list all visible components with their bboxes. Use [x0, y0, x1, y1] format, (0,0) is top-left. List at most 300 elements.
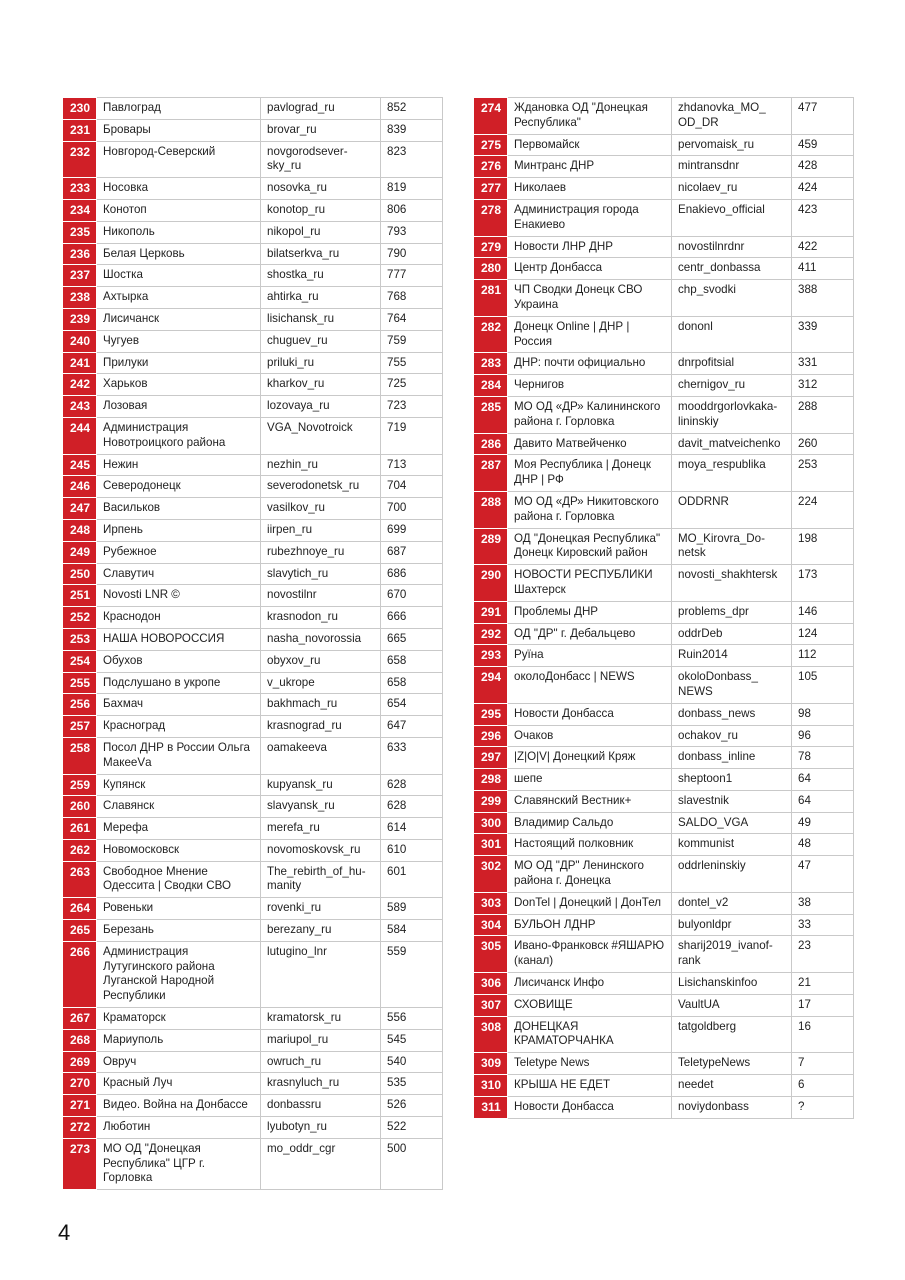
table-row	[64, 308, 443, 330]
table-row	[64, 396, 443, 418]
row-number: 270	[64, 1073, 97, 1095]
channel-handle: tatgoldberg	[672, 1016, 792, 1053]
row-number: 291	[475, 601, 508, 623]
channel-count: 628	[381, 796, 443, 818]
channel-name: КРЫША НЕ ЕДЕТ	[508, 1075, 672, 1097]
row-number: 289	[475, 528, 508, 565]
table-row	[475, 199, 854, 236]
channel-handle: The_rebirth_of_hu- manity	[261, 861, 381, 898]
table-row	[64, 861, 443, 898]
channel-handle: novostilnr	[261, 585, 381, 607]
channel-count: 665	[381, 628, 443, 650]
table-row	[64, 839, 443, 861]
channel-handle: owruch_ru	[261, 1051, 381, 1073]
channel-name: Рубежное	[97, 541, 261, 563]
channel-handle: kommunist	[672, 834, 792, 856]
channel-name: Руïна	[508, 645, 672, 667]
channel-count: 654	[381, 694, 443, 716]
channel-count: 704	[381, 476, 443, 498]
table-row	[64, 265, 443, 287]
table-row	[64, 694, 443, 716]
channel-handle: brovar_ru	[261, 119, 381, 141]
row-number: 243	[64, 396, 97, 418]
row-number: 278	[475, 199, 508, 236]
channel-count: 806	[381, 199, 443, 221]
row-number: 249	[64, 541, 97, 563]
channel-name: Администрация Новотроицкого района	[97, 417, 261, 454]
table-row	[64, 498, 443, 520]
table-row	[64, 920, 443, 942]
channel-count: 725	[381, 374, 443, 396]
channel-handle: nasha_novorossia	[261, 628, 381, 650]
channel-handle: bulyonldpr	[672, 914, 792, 936]
channel-count: 253	[792, 455, 854, 492]
channel-name: Люботин	[97, 1117, 261, 1139]
channel-handle: moya_respublika	[672, 455, 792, 492]
channel-handle: krasnodon_ru	[261, 607, 381, 629]
table-row	[64, 1073, 443, 1095]
channel-name: Novosti LNR ©	[97, 585, 261, 607]
channel-handle: slavestnik	[672, 790, 792, 812]
channel-handle: rubezhnoye_ru	[261, 541, 381, 563]
row-number: 261	[64, 818, 97, 840]
channel-count: 687	[381, 541, 443, 563]
channel-handle: lutugino_lnr	[261, 941, 381, 1007]
table-row	[64, 178, 443, 200]
channel-count: 21	[792, 973, 854, 995]
channel-count: 38	[792, 892, 854, 914]
channel-handle: novosti_shakhtersk	[672, 565, 792, 602]
channel-count: 312	[792, 375, 854, 397]
channel-name: Обухов	[97, 650, 261, 672]
channel-count: 47	[792, 856, 854, 893]
channel-handle: zhdanovka_MO_ OD_DR	[672, 98, 792, 135]
channel-name: НАША НОВОРОССИЯ	[97, 628, 261, 650]
channel-count: 64	[792, 790, 854, 812]
table-row	[64, 1138, 443, 1189]
channel-name: МО ОД «ДР» Никитовского района г. Горловка	[508, 491, 672, 528]
channel-name: Никополь	[97, 221, 261, 243]
channel-handle: ahtirka_ru	[261, 287, 381, 309]
row-number: 253	[64, 628, 97, 650]
row-number: 302	[475, 856, 508, 893]
channel-count: 500	[381, 1138, 443, 1189]
channel-name: околоДонбасс | NEWS	[508, 667, 672, 704]
channel-handle: oddrleninskiy	[672, 856, 792, 893]
channel-handle: noviydonbass	[672, 1096, 792, 1118]
channel-name: Ивано-Франковск #ЯШАРЮ (канал)	[508, 936, 672, 973]
channel-count: 589	[381, 898, 443, 920]
channel-count: 839	[381, 119, 443, 141]
table-row	[475, 316, 854, 353]
table-row	[64, 98, 443, 120]
channel-handle: vasilkov_ru	[261, 498, 381, 520]
channel-name: Белая Церковь	[97, 243, 261, 265]
channel-count: 33	[792, 914, 854, 936]
channel-handle: oamakeeva	[261, 737, 381, 774]
channel-handle: krasnyluch_ru	[261, 1073, 381, 1095]
row-number: 279	[475, 236, 508, 258]
channel-name: Лисичанск	[97, 308, 261, 330]
channel-count: 411	[792, 258, 854, 280]
row-number: 310	[475, 1075, 508, 1097]
table-row	[475, 790, 854, 812]
row-number: 267	[64, 1008, 97, 1030]
row-number: 237	[64, 265, 97, 287]
row-number: 276	[475, 156, 508, 178]
channel-name: Новгород-Северский	[97, 141, 261, 178]
channel-count: 16	[792, 1016, 854, 1053]
row-number: 252	[64, 607, 97, 629]
channel-name: |Z|O|V| Донецкий Кряж	[508, 747, 672, 769]
channel-table-right	[474, 97, 854, 1119]
channel-count: 224	[792, 491, 854, 528]
table-row	[475, 892, 854, 914]
channel-count: 658	[381, 672, 443, 694]
channel-count: 260	[792, 433, 854, 455]
channel-count: 339	[792, 316, 854, 353]
channel-name: НОВОСТИ РЕСПУБЛИКИ Шахтерск	[508, 565, 672, 602]
table-row	[475, 280, 854, 317]
table-row	[64, 287, 443, 309]
row-number: 300	[475, 812, 508, 834]
row-number: 307	[475, 994, 508, 1016]
table-row	[475, 601, 854, 623]
channel-count: 105	[792, 667, 854, 704]
table-row	[475, 528, 854, 565]
channel-name: Подслушано в укропе	[97, 672, 261, 694]
channel-name: Мерефа	[97, 818, 261, 840]
row-number: 284	[475, 375, 508, 397]
channel-count: 124	[792, 623, 854, 645]
channel-name: DonTel | Донецкий | ДонТел	[508, 892, 672, 914]
channel-name: СХОВИЩЕ	[508, 994, 672, 1016]
row-number: 299	[475, 790, 508, 812]
channel-name: Ирпень	[97, 519, 261, 541]
channel-count: ?	[792, 1096, 854, 1118]
channel-table-right-body	[475, 98, 854, 1119]
channel-count: 540	[381, 1051, 443, 1073]
channel-handle: VGA_Novotroick	[261, 417, 381, 454]
table-row	[64, 476, 443, 498]
row-number: 274	[475, 98, 508, 135]
table-row	[475, 769, 854, 791]
channel-handle: centr_donbassa	[672, 258, 792, 280]
channel-handle: MO_Kirovra_Do- netsk	[672, 528, 792, 565]
table-row	[64, 330, 443, 352]
channel-count: 610	[381, 839, 443, 861]
channel-handle: dontel_v2	[672, 892, 792, 914]
channel-name: Славянский Вестник+	[508, 790, 672, 812]
channel-name: Шостка	[97, 265, 261, 287]
channel-name: Мариуполь	[97, 1029, 261, 1051]
row-number: 238	[64, 287, 97, 309]
channel-name: Администрация Лутугинского района Луганской Народной Республики	[97, 941, 261, 1007]
row-number: 275	[475, 134, 508, 156]
channel-count: 522	[381, 1117, 443, 1139]
table-row	[475, 725, 854, 747]
channel-name: Славянск	[97, 796, 261, 818]
channel-handle: lisichansk_ru	[261, 308, 381, 330]
channel-name: ДНР: почти официально	[508, 353, 672, 375]
channel-handle: novomoskovsk_ru	[261, 839, 381, 861]
row-number: 256	[64, 694, 97, 716]
table-row	[64, 1029, 443, 1051]
row-number: 236	[64, 243, 97, 265]
channel-handle: okoloDonbass_ NEWS	[672, 667, 792, 704]
channel-name: Северодонецк	[97, 476, 261, 498]
channel-name: Чернигов	[508, 375, 672, 397]
channel-handle: chernigov_ru	[672, 375, 792, 397]
row-number: 235	[64, 221, 97, 243]
row-number: 231	[64, 119, 97, 141]
channel-count: 477	[792, 98, 854, 135]
channel-handle: oddrDeb	[672, 623, 792, 645]
table-row	[475, 134, 854, 156]
table-row	[64, 563, 443, 585]
channel-name: Чугуев	[97, 330, 261, 352]
channel-name: ОД "Донецкая Республика" Донецк Кировский район	[508, 528, 672, 565]
channel-handle: SALDO_VGA	[672, 812, 792, 834]
channel-count: 423	[792, 199, 854, 236]
channel-name: Новости ЛНР ДНР	[508, 236, 672, 258]
table-row	[64, 818, 443, 840]
channel-count: 17	[792, 994, 854, 1016]
row-number: 242	[64, 374, 97, 396]
channel-count: 388	[792, 280, 854, 317]
row-number: 294	[475, 667, 508, 704]
table-row	[64, 221, 443, 243]
channel-handle: pervomaisk_ru	[672, 134, 792, 156]
channel-count: 584	[381, 920, 443, 942]
channel-count: 768	[381, 287, 443, 309]
channel-handle: shostka_ru	[261, 265, 381, 287]
row-number: 257	[64, 716, 97, 738]
channel-name: МО ОД "ДР" Ленинского района г. Донецка	[508, 856, 672, 893]
channel-name: Березань	[97, 920, 261, 942]
channel-name: ОД "ДР" г. Дебальцево	[508, 623, 672, 645]
table-row	[475, 914, 854, 936]
table-row	[475, 565, 854, 602]
channel-handle: berezany_ru	[261, 920, 381, 942]
channel-count: 823	[381, 141, 443, 178]
row-number: 282	[475, 316, 508, 353]
channel-handle: sharij2019_ivanof- rank	[672, 936, 792, 973]
channel-name: Администрация города Енакиево	[508, 199, 672, 236]
channel-name: Проблемы ДНР	[508, 601, 672, 623]
table-row	[475, 812, 854, 834]
row-number: 250	[64, 563, 97, 585]
row-number: 287	[475, 455, 508, 492]
channel-handle: slavyansk_ru	[261, 796, 381, 818]
channel-count: 64	[792, 769, 854, 791]
channel-name: Центр Донбасса	[508, 258, 672, 280]
row-number: 268	[64, 1029, 97, 1051]
channel-handle: obyxov_ru	[261, 650, 381, 672]
channel-handle: severodonetsk_ru	[261, 476, 381, 498]
channel-name: Лозовая	[97, 396, 261, 418]
channel-count: 459	[792, 134, 854, 156]
channel-handle: mo_oddr_cgr	[261, 1138, 381, 1189]
row-number: 241	[64, 352, 97, 374]
channel-count: 723	[381, 396, 443, 418]
channel-handle: chp_svodki	[672, 280, 792, 317]
channel-name: Новости Донбасса	[508, 1096, 672, 1118]
table-row	[475, 1075, 854, 1097]
channel-name: Владимир Сальдо	[508, 812, 672, 834]
channel-name: Посол ДНР в России Ольга МакееVа	[97, 737, 261, 774]
table-row	[475, 178, 854, 200]
row-number: 232	[64, 141, 97, 178]
channel-handle: novostilnrdnr	[672, 236, 792, 258]
table-row	[64, 417, 443, 454]
channel-count: 98	[792, 703, 854, 725]
channel-handle: priluki_ru	[261, 352, 381, 374]
channel-count: 424	[792, 178, 854, 200]
channel-name: МО ОД "Донецкая Республика" ЦГР г. Горловка	[97, 1138, 261, 1189]
channel-handle: novgorodsever- sky_ru	[261, 141, 381, 178]
channel-handle: rovenki_ru	[261, 898, 381, 920]
channel-count: 173	[792, 565, 854, 602]
channel-handle: TeletypeNews	[672, 1053, 792, 1075]
channel-name: БУЛЬОН ЛДНР	[508, 914, 672, 936]
channel-handle: iirpen_ru	[261, 519, 381, 541]
table-row	[64, 1095, 443, 1117]
channel-table-left-body	[64, 98, 443, 1190]
table-row	[64, 374, 443, 396]
row-number: 248	[64, 519, 97, 541]
channel-name: Красноград	[97, 716, 261, 738]
row-number: 288	[475, 491, 508, 528]
table-row	[64, 774, 443, 796]
channel-handle: bilatserkva_ru	[261, 243, 381, 265]
row-number: 285	[475, 396, 508, 433]
table-row	[64, 716, 443, 738]
row-number: 246	[64, 476, 97, 498]
table-row	[475, 856, 854, 893]
channel-handle: donbass_news	[672, 703, 792, 725]
row-number: 301	[475, 834, 508, 856]
channel-handle: konotop_ru	[261, 199, 381, 221]
row-number: 251	[64, 585, 97, 607]
channel-count: 666	[381, 607, 443, 629]
table-row	[475, 236, 854, 258]
channel-count: 288	[792, 396, 854, 433]
table-row	[475, 98, 854, 135]
row-number: 309	[475, 1053, 508, 1075]
table-row	[475, 1016, 854, 1053]
channel-name: Красный Луч	[97, 1073, 261, 1095]
row-number: 260	[64, 796, 97, 818]
channel-handle: Ruin2014	[672, 645, 792, 667]
row-number: 286	[475, 433, 508, 455]
table-row	[475, 156, 854, 178]
table-row	[475, 455, 854, 492]
channel-handle: dnrpofitsial	[672, 353, 792, 375]
channel-name: Прилуки	[97, 352, 261, 374]
row-number: 230	[64, 98, 97, 120]
channel-count: 764	[381, 308, 443, 330]
table-row	[475, 645, 854, 667]
channel-handle: davit_matveichenko	[672, 433, 792, 455]
channel-count: 96	[792, 725, 854, 747]
channel-name: Ровеньки	[97, 898, 261, 920]
channel-name: Купянск	[97, 774, 261, 796]
row-number: 311	[475, 1096, 508, 1118]
row-number: 295	[475, 703, 508, 725]
channel-name: Донецк Online | ДНР | Россия	[508, 316, 672, 353]
row-number: 272	[64, 1117, 97, 1139]
row-number: 247	[64, 498, 97, 520]
channel-handle: lyubotyn_ru	[261, 1117, 381, 1139]
channel-name: Славутич	[97, 563, 261, 585]
channel-handle: krasnograd_ru	[261, 716, 381, 738]
channel-name: шепе	[508, 769, 672, 791]
channel-count: 819	[381, 178, 443, 200]
channel-handle: lozovaya_ru	[261, 396, 381, 418]
table-row	[64, 352, 443, 374]
channel-handle: VaultUA	[672, 994, 792, 1016]
channel-count: 559	[381, 941, 443, 1007]
table-row	[64, 243, 443, 265]
table-row	[64, 1117, 443, 1139]
row-number: 263	[64, 861, 97, 898]
channel-handle: kharkov_ru	[261, 374, 381, 396]
channel-count: 7	[792, 1053, 854, 1075]
channel-table-left	[63, 97, 443, 1190]
table-row	[64, 119, 443, 141]
channel-handle: nikopol_ru	[261, 221, 381, 243]
table-row	[64, 650, 443, 672]
row-number: 255	[64, 672, 97, 694]
channel-name: Новомосковск	[97, 839, 261, 861]
table-row	[475, 703, 854, 725]
channel-handle: nicolaev_ru	[672, 178, 792, 200]
table-row	[64, 1051, 443, 1073]
row-number: 293	[475, 645, 508, 667]
channel-count: 23	[792, 936, 854, 973]
row-number: 290	[475, 565, 508, 602]
channel-name: Носовка	[97, 178, 261, 200]
channel-count: 545	[381, 1029, 443, 1051]
table-row	[475, 258, 854, 280]
channel-count: 759	[381, 330, 443, 352]
row-number: 273	[64, 1138, 97, 1189]
channel-name: Николаев	[508, 178, 672, 200]
table-row	[64, 199, 443, 221]
channel-name: Краснодон	[97, 607, 261, 629]
channel-name: Ахтырка	[97, 287, 261, 309]
channel-handle: donbassru	[261, 1095, 381, 1117]
table-row	[475, 747, 854, 769]
row-number: 264	[64, 898, 97, 920]
channel-count: 699	[381, 519, 443, 541]
channel-count: 556	[381, 1008, 443, 1030]
channel-count: 633	[381, 737, 443, 774]
table-row	[475, 667, 854, 704]
table-row	[64, 454, 443, 476]
table-row	[64, 585, 443, 607]
channel-count: 535	[381, 1073, 443, 1095]
channel-handle: donbass_inline	[672, 747, 792, 769]
row-number: 269	[64, 1051, 97, 1073]
table-row	[64, 672, 443, 694]
channel-name: Краматорск	[97, 1008, 261, 1030]
row-number: 308	[475, 1016, 508, 1053]
table-row	[475, 994, 854, 1016]
channel-name: Конотоп	[97, 199, 261, 221]
channel-name: Teletype News	[508, 1053, 672, 1075]
